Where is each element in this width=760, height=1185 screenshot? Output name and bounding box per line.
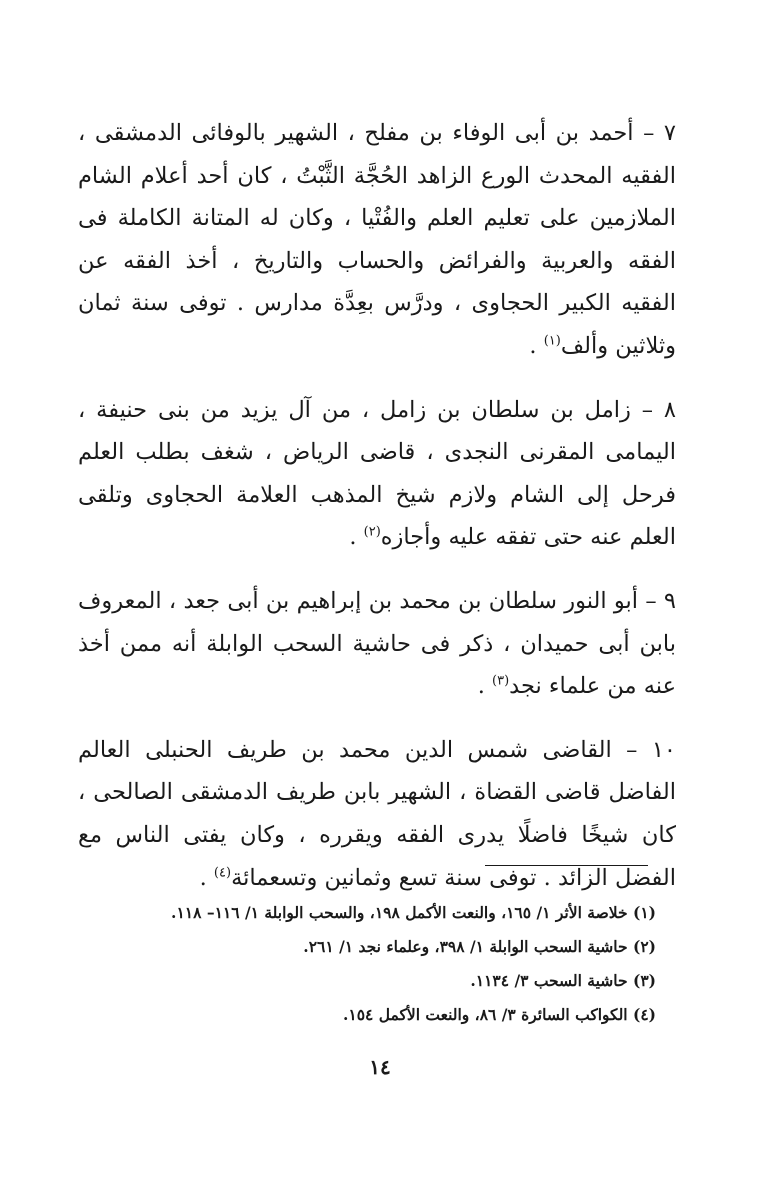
paragraph-end: . <box>349 524 364 551</box>
entry-paragraph-10 <box>78 729 676 899</box>
footnote-reference[interactable]: (٢) <box>363 524 381 540</box>
footnote-separator <box>485 865 648 866</box>
footnote-reference[interactable]: (٤) <box>213 865 232 880</box>
entry-paragraph-9 <box>78 580 676 708</box>
main-text <box>78 112 676 920</box>
footnote-reference[interactable]: (١) <box>543 333 561 349</box>
page-number: ١٤ <box>369 1055 391 1079</box>
paragraph-text: ٩ – أبو النور سلطان بن محمد بن إبراهيم بن أبى جعد ، المعروف بابن أبى حميدان ، ذكر فى حاشية السحب الوابلة أنه ممن أخذ عنه من علماء نجد <box>78 587 676 700</box>
entry-paragraph-8 <box>78 389 676 559</box>
paragraph-text: ٧ – أحمد بن أبى الوفاء بن مفلح ، الشهير بالوفائى الدمشقى ، الفقيه المحدث الورع الزاهد الحُجَّة الثَّبْتُ ، كان أحد أعلام الشام الملازمين على تعليم العلم والفُتْيا ، وكان له المتانة الكاملة فى الفقه والعربية والفرائض والحساب والتاريخ ، أخذ الفقه عن الفقيه الكبير الحجاوى ، ودرَّس بعِدَّة مدارس . توفى سنة ثمان وثلاثين وألف <box>78 120 676 359</box>
paragraph-text: ١٠ – القاضى شمس الدين محمد بن طريف الحنبلى العالم الفاضل قاضى القضاة ، الشهير بابن طريف الدمشقى الصالحى ، كان شيخًا فاضلًا يدرى الفقه ويقرره ، وكان يفتى الناس مع الفضل الزائد . توفى سنة تسع وثمانين وتسعمائة <box>78 736 676 891</box>
footnote-1: (١) خلاصة الأثر ١/ ١٦٥، والنعت الأكمل ١٩٨، والسحب الوابلة ١/ ١١٦– ١١٨. <box>171 903 656 922</box>
footnotes <box>78 896 656 1032</box>
footnote-4: (٤) الكواكب السائرة ٣/ ٨٦، والنعت الأكمل ١٥٤. <box>342 1005 656 1024</box>
footnote-2: (٢) حاشية السحب الوابلة ١/ ٣٩٨، وعلماء نجد ١/ ٢٦١. <box>303 937 656 956</box>
paragraph-end: . <box>477 673 493 700</box>
paragraph-end: . <box>529 332 544 359</box>
entry-paragraph-7 <box>78 112 676 368</box>
paragraph-end: . <box>199 864 214 891</box>
footnote-reference[interactable]: (٣) <box>492 673 510 689</box>
paragraph-text: ٨ – زامل بن سلطان بن زامل ، من آل يزيد من بنى حنيفة ، اليمامى المقرنى النجدى ، قاضى الرياض ، شغف بطلب العلم فرحل إلى الشام ولازم شيخ المذهب العلامة الحجاوى وتلقى العلم عنه حتى تفقه عليه وأجازه <box>78 396 676 551</box>
footnote-3: (٣) حاشية السحب ٣/ ١١٣٤. <box>470 971 656 990</box>
